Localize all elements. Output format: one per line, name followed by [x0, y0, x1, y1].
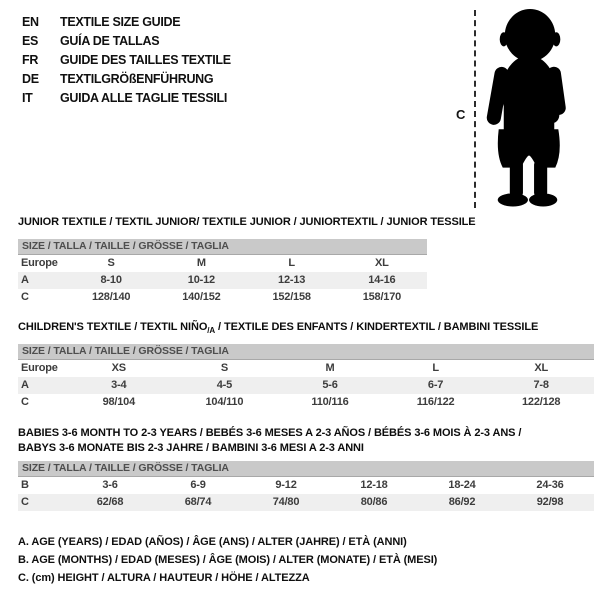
height-cell: 86/92: [448, 496, 476, 508]
age-cell: 3-4: [111, 379, 127, 391]
height-cell: 68/74: [184, 496, 212, 508]
title-text: / TEXTILE DES ENFANTS / KINDERTEXTIL / BAMBINI TESSILE: [215, 321, 539, 333]
junior-table-title: JUNIOR TEXTILE / TEXTIL JUNIOR/ TEXTILE JUNIOR / JUNIORTEXTIL / JUNIOR TESSILE: [18, 216, 476, 228]
babies-title-line2: BABYS 3-6 MONATE BIS 2-3 JAHRE / BAMBINI 3-6 MESI A 2-3 ANNI: [18, 442, 364, 454]
height-cell: 116/122: [416, 396, 455, 408]
age-cell: 7-8: [533, 379, 549, 391]
size-header-bar: SIZE / TALLA / TAILLE / GRÖSSE / TAGLIA: [18, 344, 594, 360]
children-table-title: [18, 320, 538, 338]
footnote-a: A. AGE (YEARS) / EDAD (AÑOS) / ÂGE (ANS) / ALTER (JAHRE) / ETÀ (ANNI): [18, 536, 407, 548]
size-cell: XL: [534, 362, 548, 374]
height-cell: 122/128: [521, 396, 561, 408]
footnote-b: B. AGE (MONTHS) / EDAD (MESES) / ÂGE (MOIS) / ALTER (MONATE) / ETÀ (MESI): [18, 554, 438, 566]
lang-text: TEXTILE SIZE GUIDE: [60, 14, 181, 29]
table-row: [18, 272, 427, 289]
lang-code: EN: [22, 14, 39, 29]
size-cell: S: [220, 362, 228, 374]
size-header-bar: SIZE / TALLA / TAILLE / GRÖSSE / TAGLIA: [18, 461, 594, 477]
age-cell: 3-6: [102, 479, 118, 491]
babies-title-line1: BABIES 3-6 MONTH TO 2-3 YEARS / BEBÉS 3-6 MESES A 2-3 AÑOS / BÉBÉS 3-6 MOIS À 2-3 ANS /: [18, 427, 522, 439]
lang-row-es: [22, 31, 231, 50]
age-cell: 5-6: [322, 379, 338, 391]
height-cell: 158/170: [362, 291, 402, 303]
language-legend: [22, 12, 231, 107]
lang-code: IT: [22, 90, 33, 105]
height-cell: 110/116: [311, 396, 349, 408]
height-cell: 74/80: [272, 496, 300, 508]
table-row: [18, 255, 427, 272]
lang-text: TEXTILGRÖßENFÜHRUNG: [60, 71, 214, 86]
title-subscript: /A: [207, 326, 216, 335]
table-row: [18, 494, 594, 511]
lang-row-en: [22, 12, 231, 31]
lang-text: GUÍA DE TALLAS: [60, 33, 160, 48]
age-cell: 4-5: [216, 379, 233, 391]
age-cell: 24-36: [536, 479, 564, 491]
lang-row-fr: [22, 50, 231, 69]
table-row: [18, 377, 594, 394]
height-cell: 92/98: [536, 496, 564, 508]
lang-code: DE: [22, 71, 39, 86]
junior-size-table: [18, 239, 427, 306]
size-cell: S: [107, 257, 115, 269]
age-cell: 9-12: [275, 479, 297, 491]
age-cell: 14-16: [368, 274, 396, 286]
height-figure: [452, 5, 587, 217]
footnote-c: C. (cm) HEIGHT / ALTURA / HAUTEUR / HÖHE / ALTEZZA: [18, 572, 310, 584]
row-label: A: [21, 274, 29, 286]
size-cell: L: [288, 257, 295, 269]
lang-code: FR: [22, 52, 39, 67]
lang-text: GUIDA ALLE TAGLIE TESSILI: [60, 90, 228, 105]
row-label: B: [21, 479, 29, 491]
row-label: Europe: [21, 362, 58, 374]
height-cell: 98/104: [102, 396, 136, 408]
lang-code: ES: [22, 33, 39, 48]
lang-row-it: [22, 88, 231, 107]
height-cell: 62/68: [96, 496, 124, 508]
row-label: A: [21, 379, 29, 391]
size-cell: L: [432, 362, 439, 374]
row-label: C: [21, 291, 29, 303]
size-cell: M: [196, 257, 206, 269]
height-measure-label: C: [456, 107, 466, 122]
row-label: Europe: [21, 257, 58, 269]
title-text: CHILDREN'S TEXTILE / TEXTIL NIÑO: [18, 321, 208, 333]
height-cell: 104/110: [205, 396, 244, 408]
babies-size-table: [18, 461, 594, 511]
age-cell: 6-9: [190, 479, 206, 491]
size-cell: XL: [375, 257, 389, 269]
baby-silhouette-icon: [482, 8, 574, 210]
children-size-table: [18, 344, 594, 411]
row-label: C: [21, 396, 29, 408]
table-row: [18, 394, 594, 411]
legend-footnotes: [18, 533, 437, 587]
lang-text: GUIDE DES TAILLES TEXTILE: [60, 52, 231, 67]
size-header-bar: SIZE / TALLA / TAILLE / GRÖSSE / TAGLIA: [18, 239, 427, 255]
lang-row-de: [22, 69, 231, 88]
height-cell: 128/140: [91, 291, 131, 303]
age-cell: 10-12: [187, 274, 215, 286]
age-cell: 12-18: [360, 479, 388, 491]
table-row: [18, 477, 594, 494]
height-cell: 140/152: [182, 291, 221, 303]
table-row: [18, 360, 594, 377]
age-cell: 8-10: [100, 274, 122, 286]
height-measure-line: [474, 10, 476, 208]
age-cell: 18-24: [448, 479, 476, 491]
height-cell: 80/86: [360, 496, 388, 508]
babies-table-title: [18, 426, 521, 456]
age-cell: 6-7: [427, 379, 444, 391]
table-row: [18, 289, 427, 306]
size-cell: M: [325, 362, 335, 374]
size-cell: XS: [111, 362, 126, 374]
height-cell: 152/158: [272, 291, 311, 303]
row-label: C: [21, 496, 29, 508]
age-cell: 12-13: [278, 274, 306, 286]
